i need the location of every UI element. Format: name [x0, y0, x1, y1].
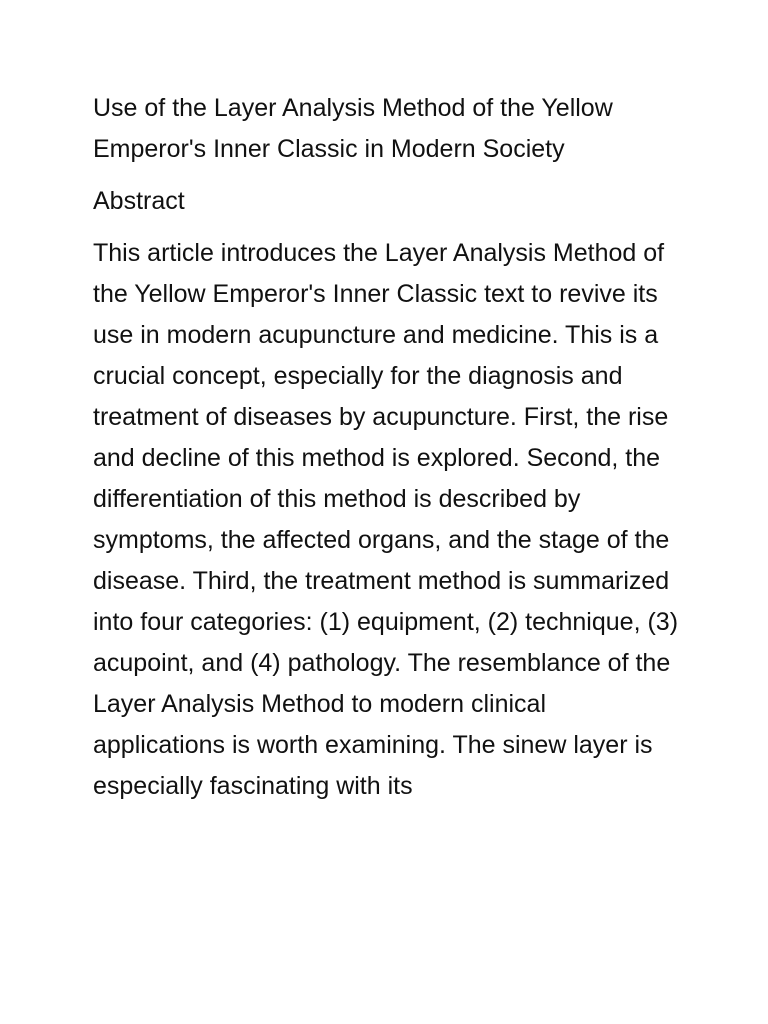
abstract-heading: Abstract [93, 187, 185, 215]
document-title: Use of the Layer Analysis Method of the Yellow Emperor's Inner Classic in Modern Society [93, 94, 613, 163]
document-page [93, 88, 683, 807]
abstract-paragraph: This article introduces the Layer Analysis Method of the Yellow Emperor's Inner Classic text to revive its use in modern acupuncture and medicine. This is a crucial concept, especially for the diagnosis and treatment of diseases by acupuncture. First, the rise and decline of this method is explored. Second, the differentiation of this method is described by symptoms, the affected organs, and the stage of the disease. Third, the treatment method is summarized into four categories: (1) equipment, (2) technique, (3) acupoint, and (4) pathology. The resemblance of the Layer Analysis Method to modern clinical applications is worth examining. The sinew layer is especially fascinating with its [93, 239, 679, 800]
